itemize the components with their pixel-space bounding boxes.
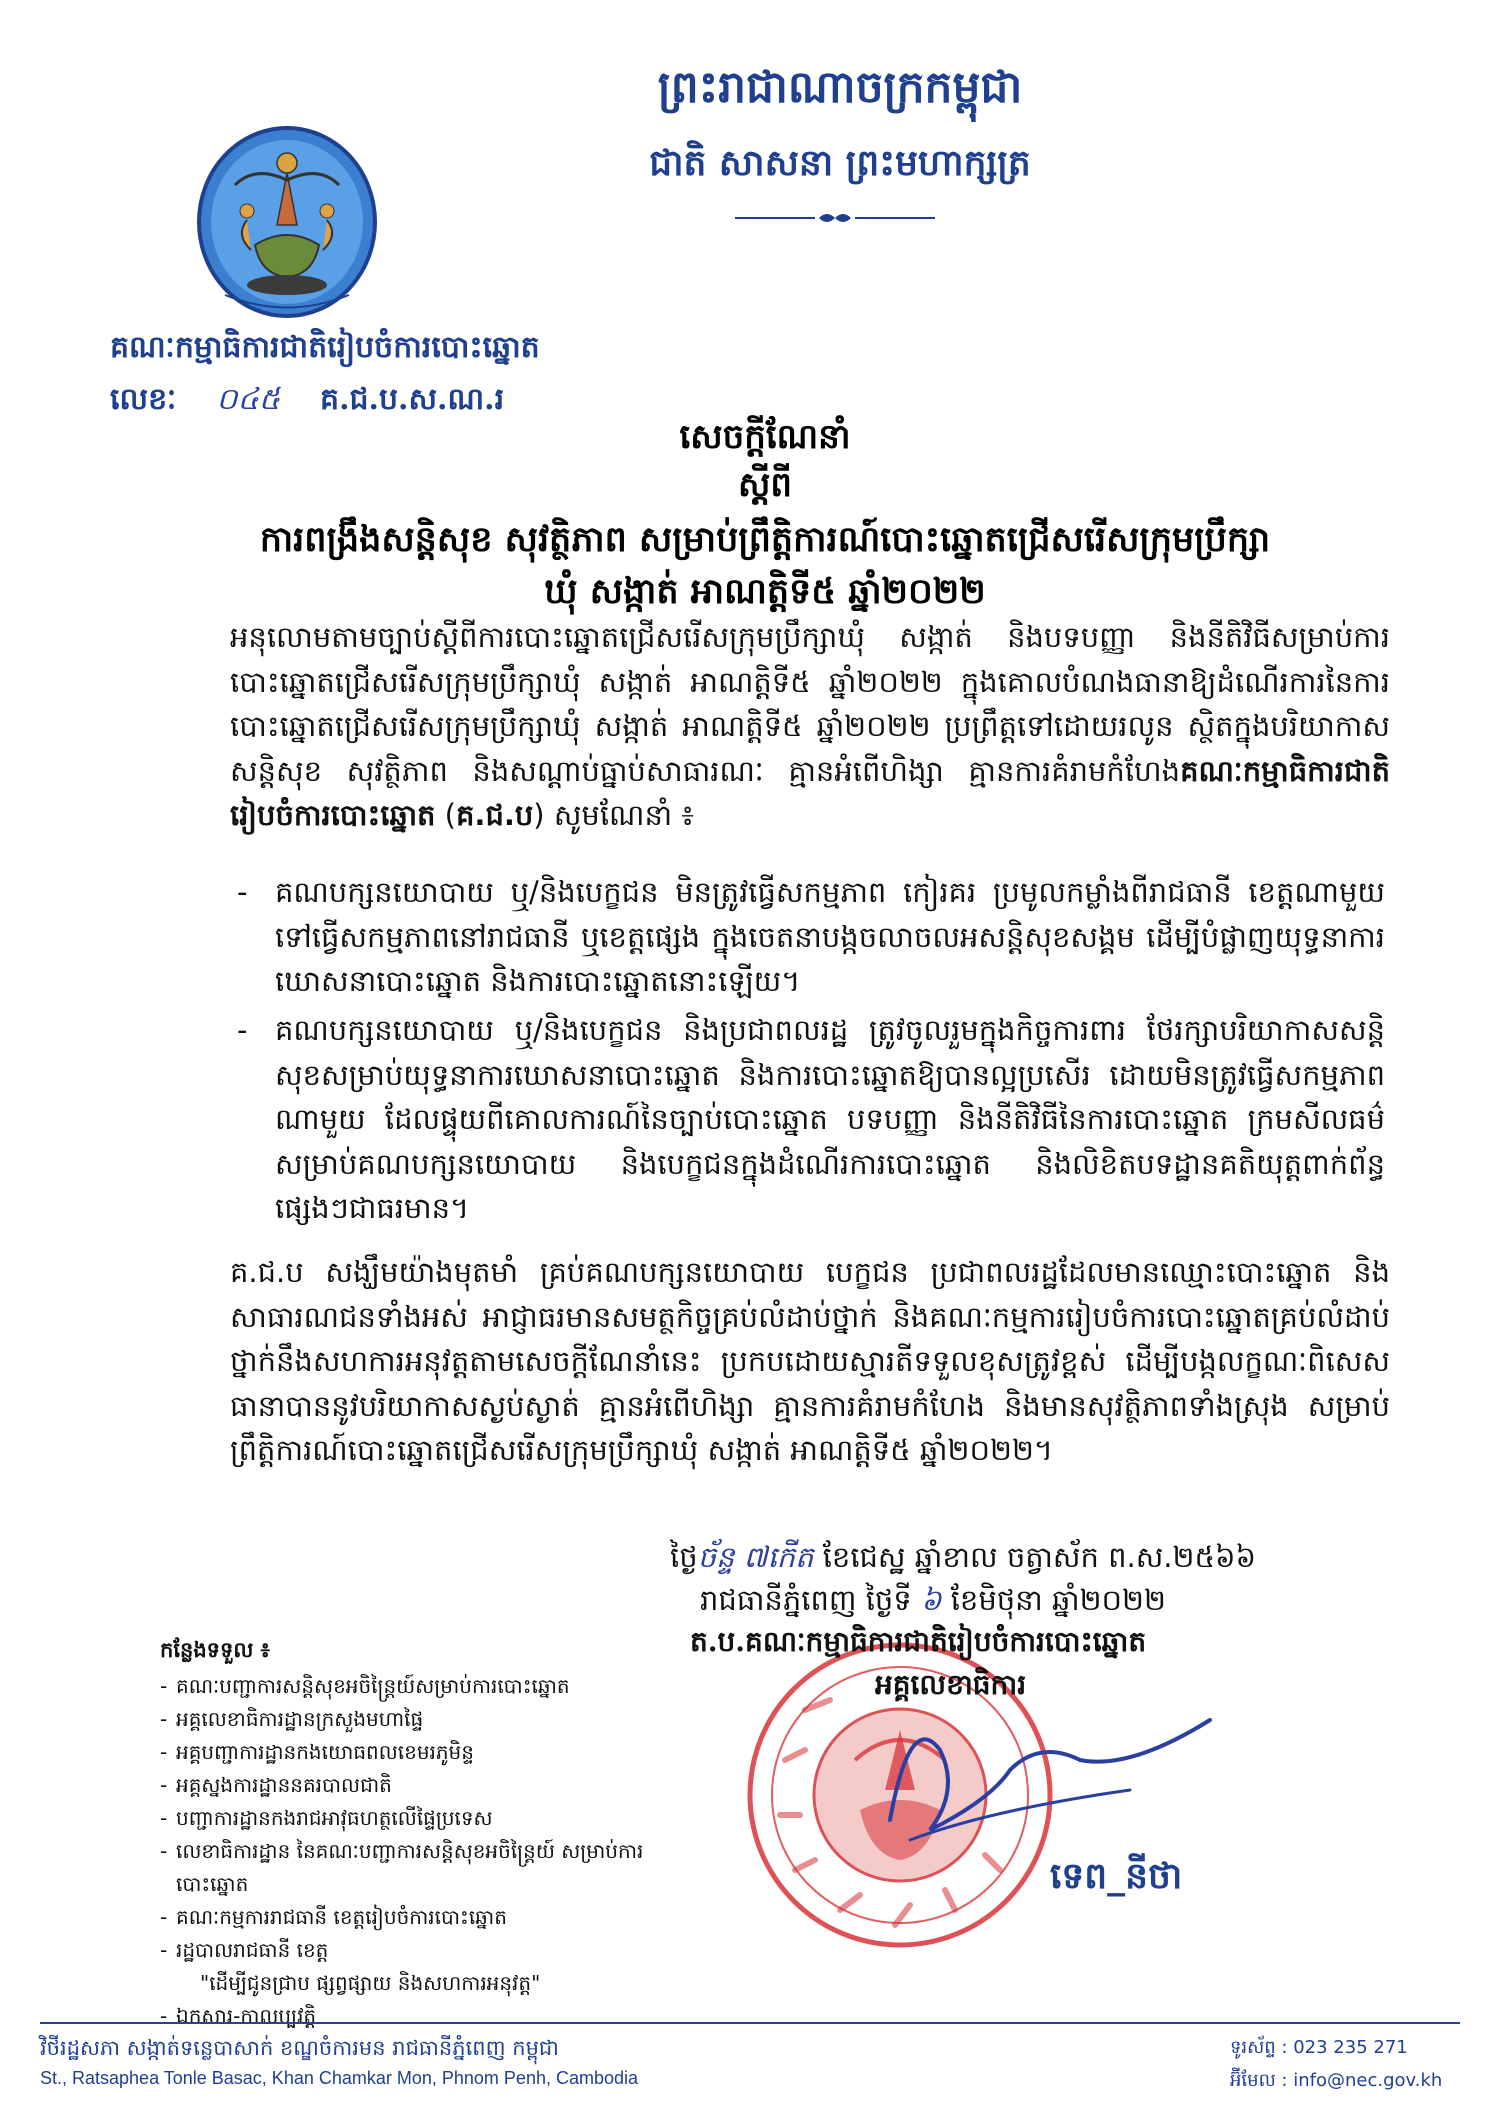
footer-email: អ៊ីមែល : info@nec.gov.kh <box>1230 2070 1443 2091</box>
doc-subject-line-2: ឃុំ សង្កាត់ អាណត្តិទី៥ ឆ្នាំ២០២២ <box>544 571 986 612</box>
agency-name-bold: គណៈកម្មាធិការជាតិរៀបចំការបោះឆ្នោត <box>230 753 1390 832</box>
recipients-note: "ដើម្បីជូនជ្រាប ផ្សព្វផ្សាយ និងសហការអនុវត្ត" <box>200 1971 541 1995</box>
doc-title: សេចក្ដីណែនាំ <box>679 417 851 457</box>
footer-divider <box>40 2022 1460 2024</box>
list-item: - គណៈកម្មការរាជធានី ខេត្តរៀបចំការបោះឆ្នោត <box>160 1901 680 1934</box>
recipients-heading: កន្លែងទទួល ៖ <box>160 1638 270 1662</box>
national-motto: ជាតិ សាសនា ព្រះមហាក្សត្រ <box>649 142 1031 184</box>
ref-number: ០៤៥ <box>216 382 281 417</box>
kingdom-heading: ព្រះរាជាណាចក្រកម្ពុជា <box>657 62 1023 113</box>
handwritten-signature <box>870 1690 1240 1850</box>
intro-paragraph: អនុលោមតាមច្បាប់ស្ដីពីការបោះឆ្នោតជ្រើសរើសក្រុមប្រឹក្សាឃុំ សង្កាត់ និងបទបញ្ញា និងនីតិវិធីសម្រាប់ការបោះឆ្នោតជ្រើសរើសក្រុមប្រឹក្សាឃុំ សង្កាត់ អាណត្តិទី៥ ឆ្នាំ២០២២ ក្នុងគោលបំណងធានាឱ្យដំណើរការនៃការបោះឆ្នោតជ្រើសរើសក្រុមប្រឹក្សាឃុំ សង្កាត់ អាណត្តិទី៥ ឆ្នាំ២០២២ ប្រព្រឹត្តទៅដោយរលូន ស្ថិតក្នុងបរិយាកាសសន្តិសុខ សុវត្ថិភាព និងសណ្ដាប់ធ្នាប់សាធារណៈ គ្មានអំពើហិង្សា គ្មានការគំរាមកំហែងគណៈកម្មាធិការជាតិរៀបចំការបោះឆ្នោត (គ.ជ.ប) សូមណែនាំ ៖ <box>230 620 1390 832</box>
footer-phone: ទូរស័ព្ទ : 023 235 271 <box>1230 2037 1408 2058</box>
nec-emblem-logo <box>195 125 380 320</box>
list-item: - បញ្ជាការដ្ឋានកងរាជអាវុធហត្ថលើផ្ទៃប្រទេស <box>160 1802 680 1835</box>
list-item: - រដ្ឋបាលរាជធានី ខេត្ត <box>160 1934 680 1967</box>
bullet-dash: - <box>237 875 248 909</box>
agency-abbr: គ.ជ.ប <box>456 798 534 832</box>
agency-name: គណៈកម្មាធិការជាតិរៀបចំការបោះឆ្នោត <box>110 330 540 365</box>
solar-date: រាជធានីភ្នំពេញ ថ្ងៃទី ៦ ខែមិថុនា ឆ្នាំ២០២២ <box>700 1583 1166 1617</box>
bullet-dash: - <box>237 1013 248 1047</box>
list-item: - អគ្គបញ្ជាការដ្ឋានកងយោធពលខេមរភូមិន្ទ <box>160 1736 680 1769</box>
handwritten-lunar-day: ច័ន្ទ ៧កើត <box>697 1540 814 1574</box>
signatory-organization: ត.ប.គណៈកម្មាធិការជាតិរៀបចំការបោះឆ្នោត <box>690 1625 1147 1658</box>
list-item: - លេខាធិការដ្ឋាន នៃគណៈបញ្ជាការសន្តិសុខអចិន្ត្រៃយ៍ សម្រាប់ការបោះឆ្នោត <box>160 1835 680 1901</box>
signatory-name: ទេព_នីថា <box>1050 1855 1183 1897</box>
signatory-title: អគ្គលេខាធិការ <box>875 1668 1027 1701</box>
doc-subject-line-1: ការពង្រឹងសន្ដិសុខ សុវត្ថិភាព សម្រាប់ព្រឹត្តិការណ៍បោះឆ្នោតជ្រើសរើសក្រុមប្រឹក្សា <box>259 519 1271 560</box>
list-item: - អគ្គស្នងការដ្ឋាននគរបាលជាតិ <box>160 1769 680 1802</box>
footer-address-english: St., Ratsaphea Tonle Basac, Khan Chamkar Mon, Phnom Penh, Cambodia <box>40 2068 639 2088</box>
footer-address-khmer: វិថីរដ្ឋសភា សង្កាត់ទន្លេបាសាក់ ខណ្ឌចំការមន រាជធានីភ្នំពេញ កម្ពុជា <box>40 2036 559 2060</box>
ref-suffix: គ.ជ.ប.ស.ណ.រ <box>320 382 505 417</box>
closing-paragraph: គ.ជ.ប សង្ឃឹមយ៉ាងមុតមាំ គ្រប់គណបក្សនយោបាយ បេក្ខជន ប្រជាពលរដ្ឋដែលមានឈ្មោះបោះឆ្នោត និងសាធារណជនទាំងអស់ អាជ្ញាធរមានសមត្ថកិច្ចគ្រប់លំដាប់ថ្នាក់ និងគណៈកម្មការរៀបចំការបោះឆ្នោតគ្រប់លំដាប់ថ្នាក់នឹងសហការអនុវត្តតាមសេចក្ដីណែនាំនេះ ប្រកបដោយស្មារតីទទួលខុសត្រូវខ្ពស់ ដើម្បីបង្កលក្ខណៈពិសេសធានាបាននូវបរិយាកាសស្ងប់ស្ងាត់ គ្មានអំពើហិង្សា គ្មានការគំរាមកំហែង និងមានសុវត្ថិភាពទាំងស្រុង សម្រាប់ព្រឹត្តិការណ៍បោះឆ្នោតជ្រើសរើសក្រុមប្រឹក្សាឃុំ សង្កាត់ អាណត្តិទី៥ ឆ្នាំ២០២២។ <box>230 1255 1390 1467</box>
instruction-bullet: - គណបក្សនយោបាយ ឬ/និងបេក្ខជន មិនត្រូវធ្វើសកម្មភាព កៀរគរ ប្រមូលកម្លាំងពីរាជធានី ខេត្តណាមួយ ទៅធ្វើសកម្មភាពនៅរាជធានី ឬខេត្តផ្សេង ក្នុងចេតនាបង្កចលាចលអសន្តិសុខសង្គម ដើម្បីបំផ្លាញយុទ្ធនាការឃោសនាបោះឆ្នោត និងការបោះឆ្នោតនោះឡើយ។ <box>275 870 1385 1004</box>
ref-label: លេខៈ <box>110 382 177 417</box>
instruction-bullet: - គណបក្សនយោបាយ ឬ/និងបេក្ខជន និងប្រជាពលរដ្ឋ ត្រូវចូលរួមក្នុងកិច្ចការពារ ថែរក្សាបរិយាកាសសន្តិសុខសម្រាប់យុទ្ធនាការឃោសនាបោះឆ្នោត និងការបោះឆ្នោតឱ្យបានល្អប្រសើរ ដោយមិនត្រូវធ្វើសកម្មភាពណាមួយ ដែលផ្ទុយពីគោលការណ៍នៃច្បាប់បោះឆ្នោត បទបញ្ញា និងនីតិវិធីនៃការបោះឆ្នោត ក្រមសីលធម៌សម្រាប់គណបក្សនយោបាយ និងបេក្ខជនក្នុងដំណើរការបោះឆ្នោត និងលិខិតបទដ្ឋានគតិយុត្តពាក់ព័ន្ធផ្សេងៗជាធរមាន។ <box>275 1008 1385 1231</box>
ornament-divider <box>735 208 935 228</box>
lunar-date: ថ្ងៃច័ន្ទ ៧កើត ខែជេស្ឋ ឆ្នាំខាល ចត្វាស័ក ព.ស.២៥៦៦ <box>670 1540 1257 1574</box>
recipients-list <box>160 1670 680 2033</box>
doc-title-about: ស្ដីពី <box>738 465 792 505</box>
list-item: - ឯកសារ-កាលប្បវត្តិ <box>160 2000 680 2033</box>
list-item: - គណៈបញ្ជាការសន្តិសុខអចិន្ត្រៃយ៍សម្រាប់ការបោះឆ្នោត <box>160 1670 680 1703</box>
list-item: - អគ្គលេខាធិការដ្ឋានក្រសួងមហាផ្ទៃ <box>160 1703 680 1736</box>
handwritten-solar-day: ៦ <box>920 1583 942 1617</box>
